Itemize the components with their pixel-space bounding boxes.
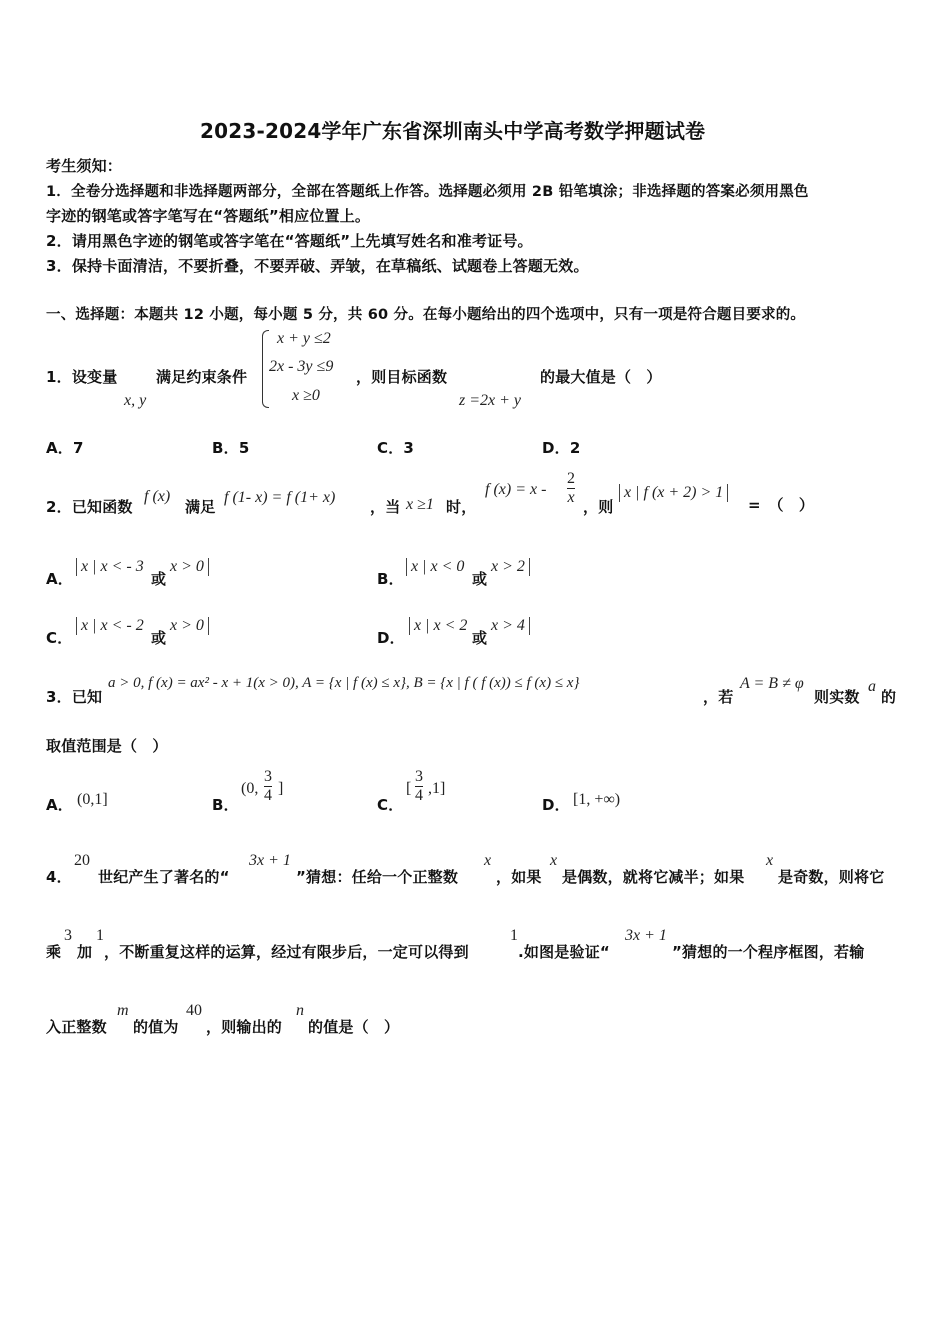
q1-number: 1．设变量 — [46, 368, 118, 386]
q3-text-2: 则实数 — [814, 688, 860, 706]
q1-brace — [262, 330, 269, 408]
q3-option-c-den: 4 — [415, 787, 423, 804]
q1-option-b: B．5 — [212, 439, 250, 457]
q4-text-2: ”猜想：任给一个正整数 — [296, 868, 459, 886]
q4-line3-text-2: 的值为 — [133, 1018, 179, 1036]
q2-option-b-set: x | x < 0 — [406, 558, 464, 576]
q3-text-1: ，若 — [703, 688, 734, 706]
q1-constraint-1: x + y ≤2 — [277, 330, 331, 347]
notice-line-4: 3．保持卡面清洁，不要折叠，不要弄破、弄皱，在草稿纸、试题卷上答题无效。 — [46, 257, 589, 275]
q3-expression: a > 0, f (x) = ax² - x + 1(x > 0), A = {x | f (x) ≤ x}, B = {x | f ( f (x)) ≤ f (x) ≤ x} — [108, 675, 580, 691]
notice-line-2: 字迹的钢笔或答字笔写在“答题纸”相应位置上。 — [46, 207, 371, 225]
q3-a: a — [868, 678, 876, 695]
q2-option-d-or: 或 — [472, 629, 488, 647]
q4-line2-text-1: 乘 — [46, 943, 62, 961]
q2-option-b-label: B． — [377, 570, 404, 588]
q2-fraction-num: 2 — [567, 470, 575, 487]
q3-option-b-num: 3 — [264, 768, 272, 785]
q2-f: f (x) — [144, 488, 171, 505]
q1-constraint-label: 满足约束条件 — [156, 368, 248, 386]
q3-option-c-fraction — [415, 768, 423, 805]
q2-option-a-set-2: x > 0 — [170, 558, 209, 576]
q1-objective: z =2x + y — [459, 392, 522, 409]
q3-line-2: 取值范围是（ ） — [46, 737, 168, 755]
q3-option-a-label: A． — [46, 796, 74, 814]
q4-text-5: 是奇数，则将它 — [778, 868, 885, 886]
q2-option-c-set: x | x < - 2 — [76, 617, 144, 635]
q4-x-2: x — [550, 852, 558, 869]
q2-text-4: ，则 — [583, 498, 614, 516]
q2-option-d-label: D． — [377, 629, 405, 647]
q3-option-b-label: B． — [212, 796, 239, 814]
q2-text-1: 满足 — [185, 498, 216, 516]
q4-x-1: x — [484, 852, 492, 869]
q3-number: 3．已知 — [46, 688, 103, 706]
q4-1b: 1 — [510, 927, 518, 944]
section-heading: 一、选择题：本题共 12 小题，每小题 5 分，共 60 分。在每小题给出的四个选项中，只有一项是符合题目要求的。 — [46, 307, 806, 323]
q3-option-b-den: 4 — [264, 787, 272, 804]
q3-option-b-fraction — [264, 768, 272, 805]
q4-40: 40 — [186, 1002, 202, 1019]
q3-condition: A = B ≠ φ — [740, 675, 804, 692]
q4-text-4: 是偶数，就将它减半；如果 — [562, 868, 745, 886]
notice-line-1: 1．全卷分选择题和非选择题两部分，全部在答题纸上作答。选择题必须用 2B 铅笔填涂；非选择题的答案必须用黑色 — [46, 184, 809, 200]
q2-fx: f (x) = x - — [485, 481, 547, 498]
q2-option-a-set: x | x < - 3 — [76, 558, 144, 576]
q3-option-c-label: C． — [377, 796, 404, 814]
q2-condition: x ≥1 — [406, 496, 434, 513]
q4-text-1: 世纪产生了著名的“ — [98, 868, 230, 886]
q4-number: 4． — [46, 868, 72, 886]
q4-line2-text-3: ，不断重复这样的运算，经过有限步后，一定可以得到 — [104, 943, 469, 961]
q2-number: 2．已知函数 — [46, 498, 133, 516]
q4-line3-text-1: 入正整数 — [46, 1018, 107, 1036]
q3-option-b-post: ] — [278, 780, 284, 797]
q1-vars: x, y — [124, 392, 147, 409]
q2-option-c-or: 或 — [151, 629, 167, 647]
q4-line2-text-2: 加 — [77, 943, 93, 961]
q2-option-c-set-2: x > 0 — [170, 617, 209, 635]
q4-1: 1 — [96, 927, 104, 944]
page-title: 2023-2024学年广东省深圳南头中学高考数学押题试卷 — [200, 119, 706, 143]
q2-option-a-or: 或 — [151, 570, 167, 588]
notice-line-3: 2．请用黑色字迹的钢笔或答字笔在“答题纸”上先填写姓名和准考证号。 — [46, 232, 533, 250]
q1-option-a: A．7 — [46, 439, 84, 457]
q2-text-5: = （ ） — [748, 496, 815, 514]
q2-set: x | f (x + 2) > 1 — [619, 484, 728, 502]
q3-text-3: 的 — [881, 688, 897, 706]
q3-option-c-post: ,1] — [428, 780, 446, 797]
q2-fraction — [567, 470, 575, 507]
q3-option-d: [1, +∞) — [573, 791, 621, 808]
notice-heading: 考生须知： — [46, 157, 123, 175]
q2-fraction-den: x — [567, 489, 575, 506]
q2-option-d-set-2: x > 4 — [491, 617, 530, 635]
q2-option-b-set-2: x > 2 — [491, 558, 530, 576]
q2-option-d-set: x | x < 2 — [409, 617, 467, 635]
q4-m: m — [117, 1002, 129, 1019]
q4-line3-text-4: 的值是（ ） — [308, 1018, 400, 1036]
q3-option-d-label: D． — [542, 796, 570, 814]
q3-option-b-pre: (0, — [241, 780, 259, 797]
q3-option-a: (0,1] — [77, 791, 108, 808]
q1-option-d: D．2 — [542, 439, 581, 457]
q4-line3-text-3: ，则输出的 — [206, 1018, 283, 1036]
q2-option-c-label: C． — [46, 629, 73, 647]
q4-line2-text-5: ”猜想的一个程序框图，若输 — [672, 943, 865, 961]
q4-x-3: x — [766, 852, 774, 869]
q4-line2-text-4: .如图是验证“ — [518, 943, 610, 961]
q1-option-c: C．3 — [377, 439, 415, 457]
q4-20: 20 — [74, 852, 90, 869]
q4-3: 3 — [64, 927, 72, 944]
q4-text-3: ，如果 — [496, 868, 542, 886]
q4-n: n — [296, 1002, 304, 1019]
q2-text-2: ，当 — [370, 498, 401, 516]
q2-symmetry: f (1- x) = f (1+ x) — [224, 489, 336, 506]
q4-3x1-b: 3x + 1 — [625, 927, 667, 944]
q3-option-c-num: 3 — [415, 768, 423, 785]
q1-question: 的最大值是（ ） — [540, 368, 662, 386]
q3-option-c-pre: [ — [406, 780, 412, 797]
q1-constraint-2: 2x - 3y ≤9 — [269, 358, 334, 375]
q2-text-3: 时， — [446, 498, 477, 516]
q4-3x1: 3x + 1 — [249, 852, 291, 869]
q1-objective-label: ，则目标函数 — [356, 368, 448, 386]
q1-constraint-3: x ≥0 — [292, 387, 320, 404]
q2-option-b-or: 或 — [472, 570, 488, 588]
q2-option-a-label: A． — [46, 570, 74, 588]
